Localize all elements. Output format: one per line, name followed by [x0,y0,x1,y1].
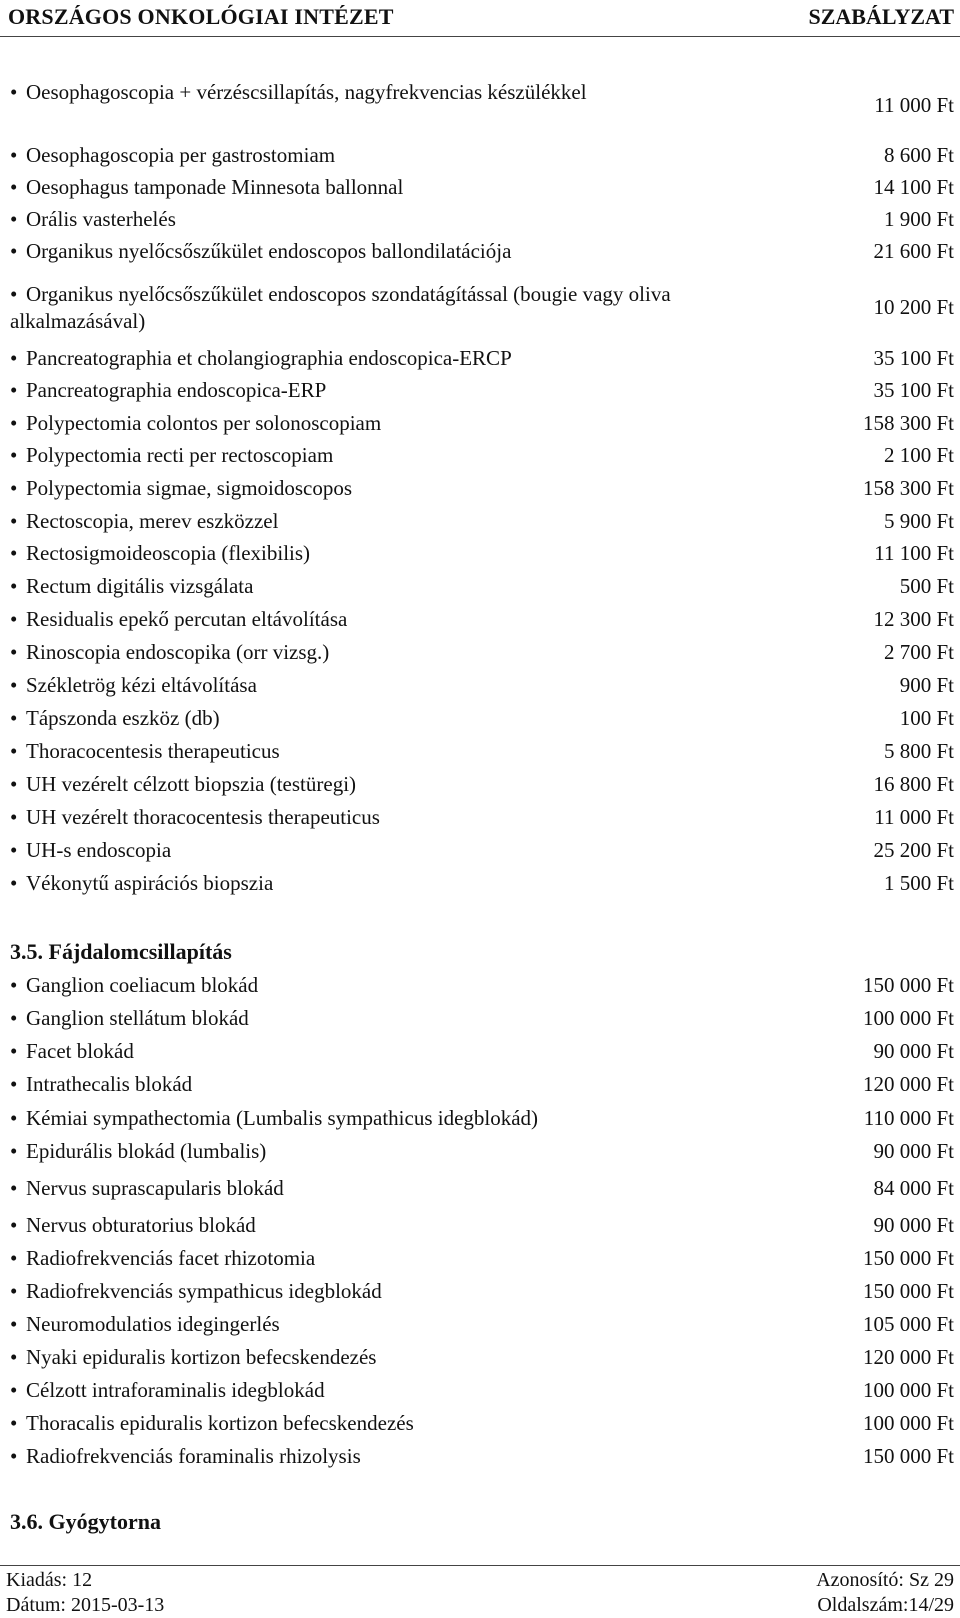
item-name: Kémiai sympathectomia (Lumbalis sympathicus idegblokád) [26,1106,539,1130]
item-price: 16 800 Ft [873,772,954,796]
item-price: 12 300 Ft [873,607,954,631]
item-name: UH vezérelt célzott biopszia (testüregi) [26,772,357,796]
date-label: Dátum: 2015-03-13 [6,1594,165,1616]
bullet-icon: • [10,1106,18,1130]
bullet-icon: • [10,1444,18,1468]
bullet-icon: • [10,207,18,231]
item-price: 158 300 Ft [862,411,954,435]
page-number: Oldalszám:14/29 [817,1594,954,1616]
item-price: 14 100 Ft [873,175,954,199]
item-price: 11 100 Ft [874,541,954,565]
bullet-icon: • [10,1039,18,1063]
bullet-icon: • [10,673,18,697]
item-price: 84 000 Ft [873,1176,954,1200]
bullet-icon: • [10,607,18,631]
bullet-icon: • [10,476,18,500]
item-price: 100 Ft [899,706,954,730]
item-name: Ganglion stellátum blokád [26,1006,249,1030]
bullet-icon: • [10,772,18,796]
item-name: Organikus nyelőcsőszűkület endoscopos ballondilatációja [26,239,512,263]
item-name: Radiofrekvenciás facet rhizotomia [26,1246,316,1270]
item-price: 11 000 Ft [874,805,954,829]
identifier-label: Azonosító: Sz 29 [816,1569,954,1591]
item-price: 100 000 Ft [862,1411,954,1435]
item-name: Oesophagus tamponade Minnesota ballonnal [26,175,404,199]
item-name: UH vezérelt thoracocentesis therapeuticus [26,805,380,829]
item-price: 90 000 Ft [873,1039,954,1063]
item-price: 1 500 Ft [883,871,954,895]
item-price: 2 700 Ft [883,640,954,664]
bullet-icon: • [10,805,18,829]
item-price: 150 000 Ft [862,1444,954,1468]
bullet-icon: • [10,282,18,306]
item-name: Rectosigmoideoscopia (flexibilis) [26,541,311,565]
item-price: 120 000 Ft [862,1072,954,1096]
item-name: Ganglion coeliacum blokád [26,973,259,997]
bullet-icon: • [10,1345,18,1369]
item-name: Thoracocentesis therapeuticus [26,739,280,763]
item-price: 158 300 Ft [862,476,954,500]
bullet-icon: • [10,1006,18,1030]
item-price: 8 600 Ft [883,143,954,167]
item-price: 90 000 Ft [873,1139,954,1163]
bullet-icon: • [10,346,18,370]
bullet-icon: • [10,1176,18,1200]
item-name: Residualis epekő percutan eltávolítása [26,607,348,631]
item-price: 150 000 Ft [862,973,954,997]
item-price: 900 Ft [899,673,954,697]
bullet-icon: • [10,175,18,199]
item-price: 21 600 Ft [873,239,954,263]
section-heading-pain-relief: 3.5. Fájdalomcsillapítás [10,939,232,964]
item-name: Polypectomia colontos per solonoscopiam [26,411,382,435]
bullet-icon: • [10,1139,18,1163]
item-name: Orális vasterhelés [26,207,176,231]
section-heading-physiotherapy: 3.6. Gyógytorna [10,1509,161,1534]
bullet-icon: • [10,973,18,997]
bullet-icon: • [10,1411,18,1435]
item-name: Neuromodulatios idegingerlés [26,1312,280,1336]
item-price: 5 900 Ft [883,509,954,533]
item-price: 5 800 Ft [883,739,954,763]
bullet-icon: • [10,541,18,565]
bullet-icon: • [10,411,18,435]
item-price: 1 900 Ft [883,207,954,231]
item-price: 150 000 Ft [862,1279,954,1303]
bullet-icon: • [10,871,18,895]
item-name: Nervus suprascapularis blokád [26,1176,284,1200]
item-name: Polypectomia recti per rectoscopiam [26,443,334,467]
institution-name: ORSZÁGOS ONKOLÓGIAI INTÉZET [8,4,394,29]
bullet-icon: • [10,1246,18,1270]
bullet-icon: • [10,80,18,104]
bullet-icon: • [10,378,18,402]
item-price: 120 000 Ft [862,1345,954,1369]
item-price: 110 000 Ft [863,1106,954,1130]
item-price: 35 100 Ft [873,346,954,370]
page-header [0,0,960,37]
item-name: Polypectomia sigmae, sigmoidoscopos [26,476,353,500]
item-name: Székletrög kézi eltávolítása [26,673,257,697]
item-price: 105 000 Ft [862,1312,954,1336]
item-name: UH-s endoscopia [26,838,172,862]
page-footer [0,1565,960,1618]
bullet-icon: • [10,1378,18,1402]
item-name: Rectoscopia, merev eszközzel [26,509,279,533]
item-name: Nervus obturatorius blokád [26,1213,256,1237]
item-name: Radiofrekvenciás sympathicus idegblokád [26,1279,382,1303]
bullet-icon: • [10,838,18,862]
item-name: Rinoscopia endoscopika (orr vizsg.) [26,640,330,664]
bullet-icon: • [10,1213,18,1237]
bullet-icon: • [10,706,18,730]
bullet-icon: • [10,143,18,167]
item-price: 11 000 Ft [874,93,954,117]
item-name: Epidurális blokád (lumbalis) [26,1139,267,1163]
bullet-icon: • [10,443,18,467]
item-name: Nyaki epiduralis kortizon befecskendezés [26,1345,377,1369]
item-price: 100 000 Ft [862,1006,954,1030]
item-name: Oesophagoscopia + vérzéscsillapítás, nagyfrekvencias készülékkel [26,80,587,104]
item-price: 90 000 Ft [873,1213,954,1237]
item-name: Pancreatographia et cholangiographia endoscopica-ERCP [26,346,512,370]
item-name: Organikus nyelőcsőszűkület endoscopos szondatágítással (bougie vagy oliva alkalmazásával) [10,282,671,333]
bullet-icon: • [10,640,18,664]
item-name: Intrathecalis blokád [26,1072,193,1096]
item-price: 10 200 Ft [873,295,954,319]
item-name: Tápszonda eszköz (db) [26,706,220,730]
item-name: Facet blokád [26,1039,134,1063]
item-price: 100 000 Ft [862,1378,954,1402]
item-name: Oesophagoscopia per gastrostomiam [26,143,336,167]
item-name: Thoracalis epiduralis kortizon befecskendezés [26,1411,414,1435]
item-price: 35 100 Ft [873,378,954,402]
item-name: Vékonytű aspirációs biopszia [26,871,274,895]
edition-label: Kiadás: 12 [6,1569,93,1591]
bullet-icon: • [10,1279,18,1303]
item-name: Radiofrekvenciás foraminalis rhizolysis [26,1444,361,1468]
item-price: 500 Ft [899,574,954,598]
bullet-icon: • [10,574,18,598]
item-price: 2 100 Ft [883,443,954,467]
bullet-icon: • [10,239,18,263]
bullet-icon: • [10,1072,18,1096]
document-type: SZABÁLYZAT [808,4,954,29]
bullet-icon: • [10,509,18,533]
bullet-icon: • [10,1312,18,1336]
bullet-icon: • [10,739,18,763]
item-price: 150 000 Ft [862,1246,954,1270]
item-price: 25 200 Ft [873,838,954,862]
item-name: Célzott intraforaminalis idegblokád [26,1378,325,1402]
item-name: Pancreatographia endoscopica-ERP [26,378,327,402]
item-name: Rectum digitális vizsgálata [26,574,254,598]
